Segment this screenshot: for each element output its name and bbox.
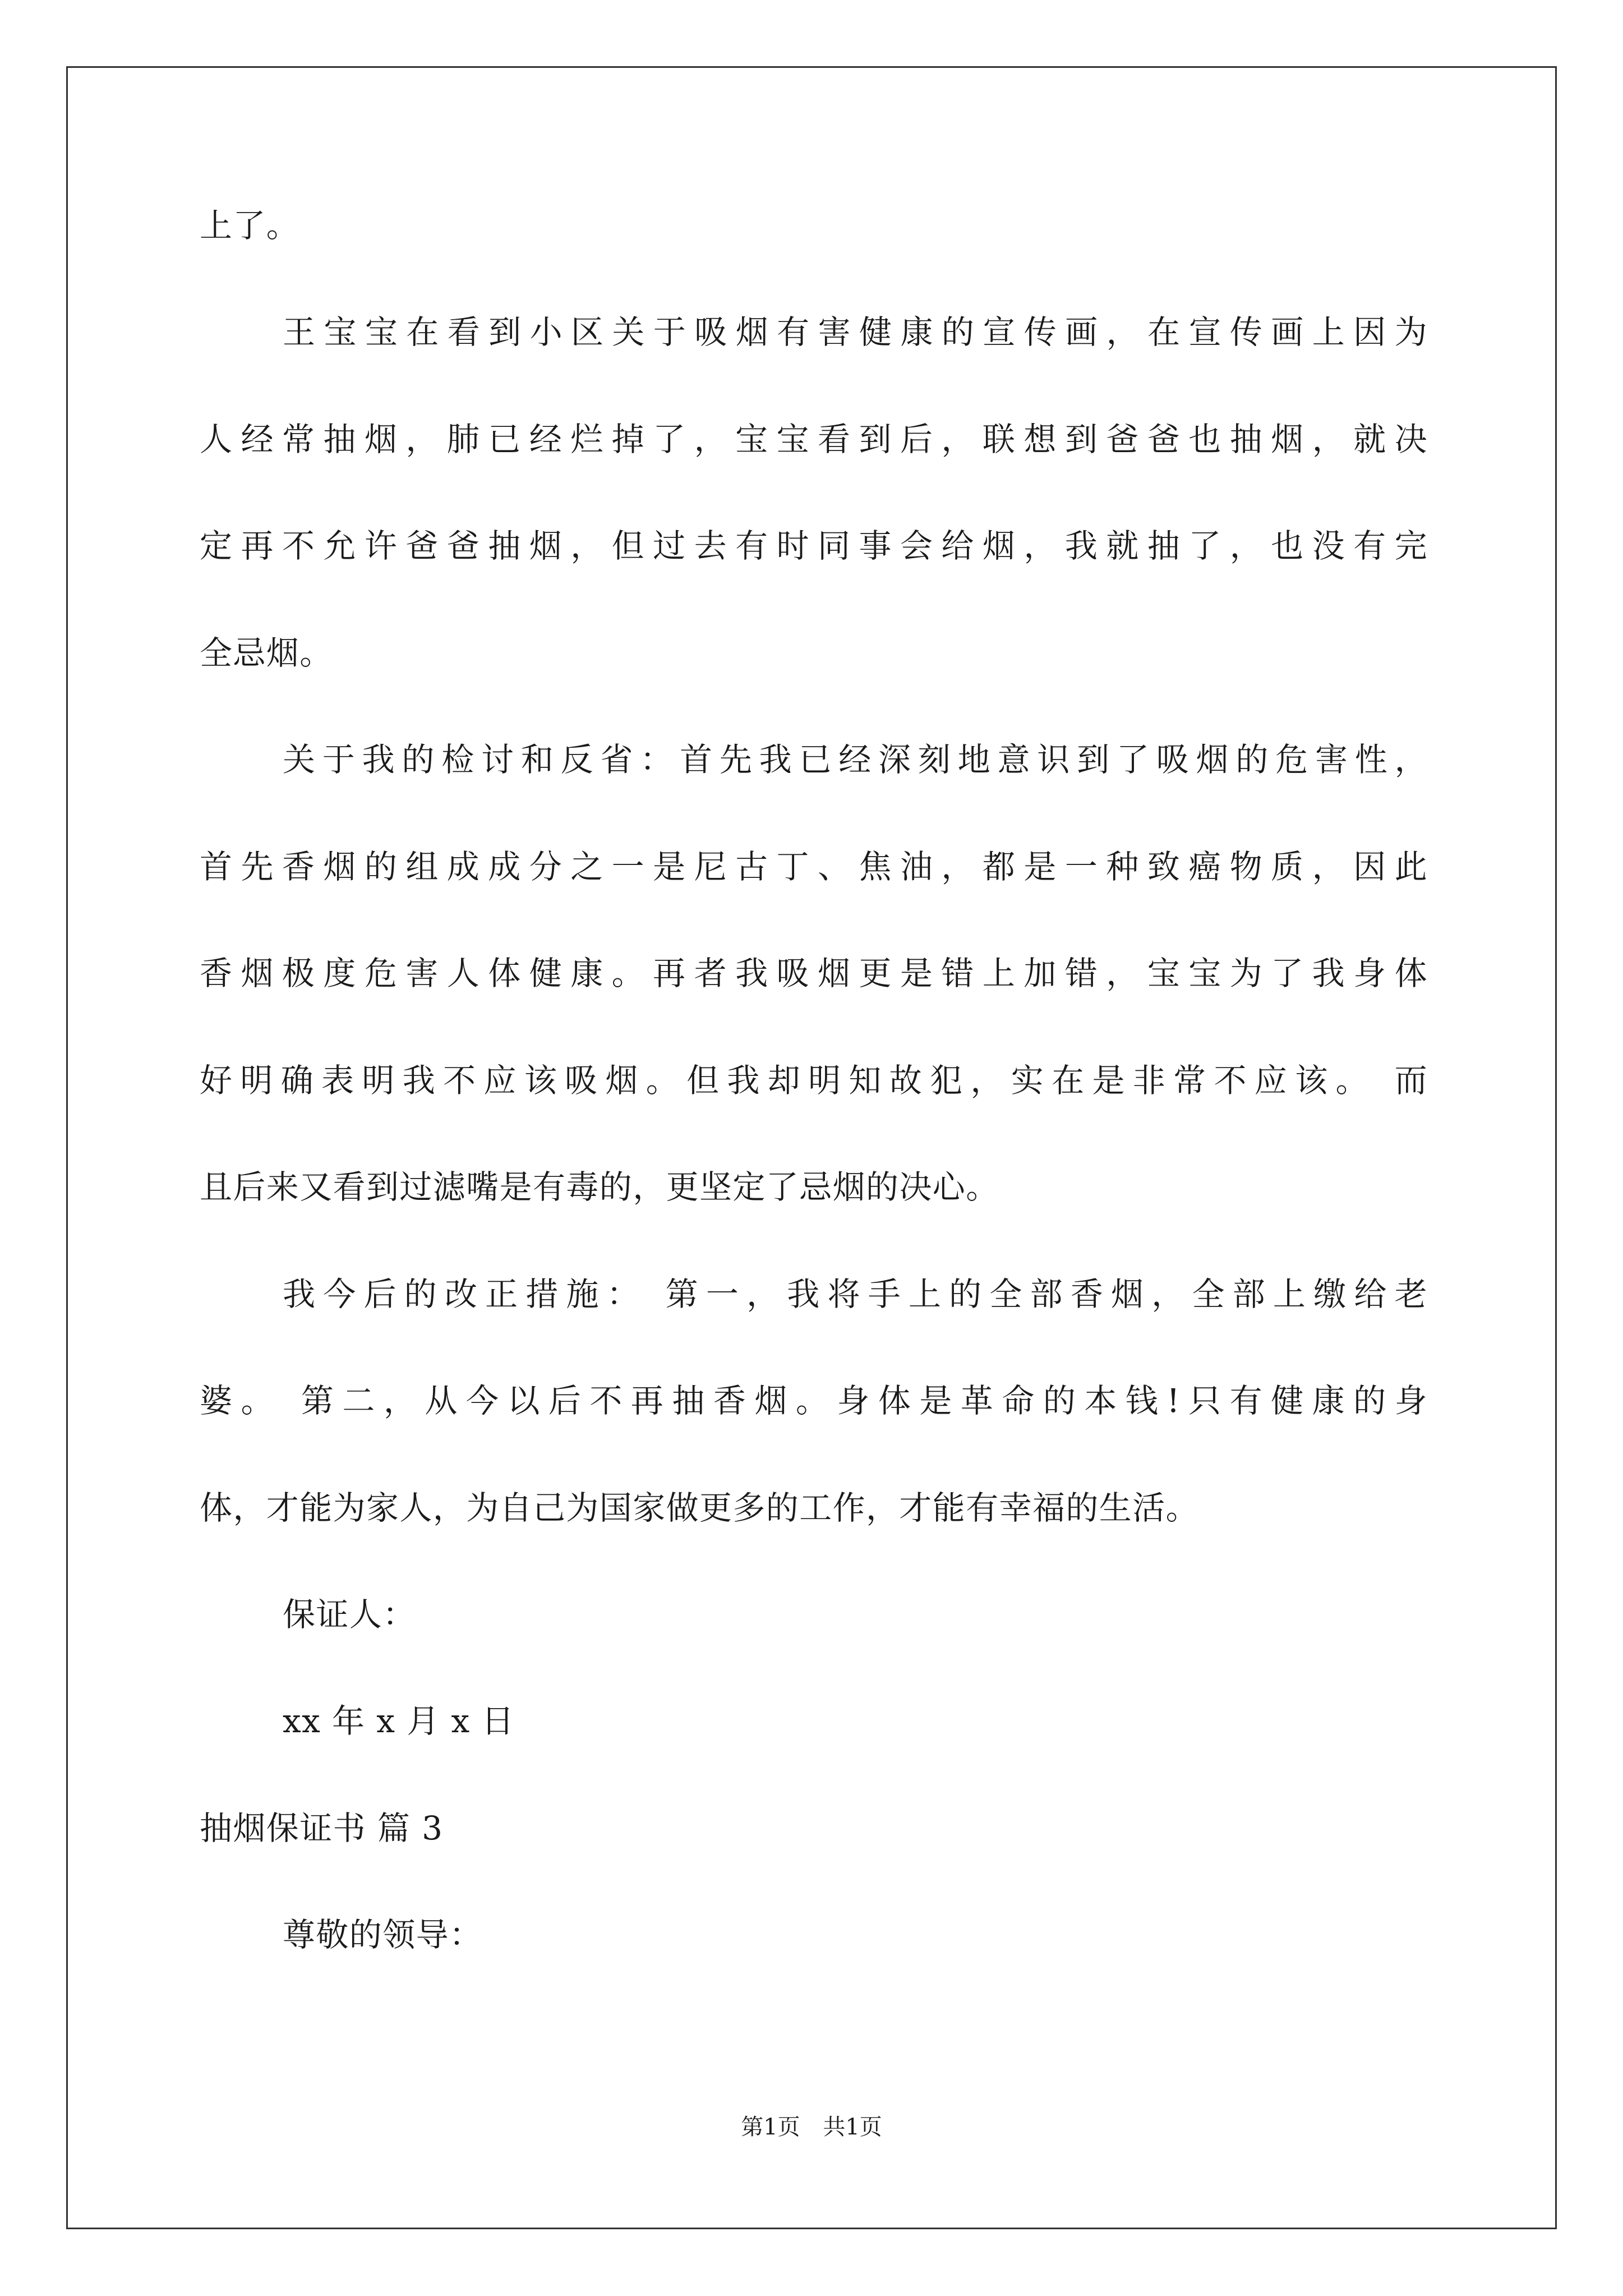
paragraph-line: 全忌烟。 [200, 634, 333, 672]
paragraph-line: 关于我的检讨和反省：首先我已经深刻地意识到了吸烟的危害性， [283, 740, 1428, 779]
page-footer [0, 2111, 1623, 2143]
salutation: 尊敬的领导： [283, 1916, 483, 1954]
text-line: 上了。 [200, 206, 300, 245]
paragraph-line: 且后来又看到过滤嘴是有毒的，更坚定了忌烟的决心。 [200, 1168, 999, 1206]
paragraph-line: 体，才能为家人，为自己为国家做更多的工作，才能有幸福的生活。 [200, 1489, 1200, 1527]
paragraph-line: 人经常抽烟，肺已经烂掉了，宝宝看到后，联想到爸爸也抽烟，就决 [200, 420, 1428, 458]
signature-label: 保证人： [283, 1595, 416, 1634]
paragraph-line: 王宝宝在看到小区关于吸烟有害健康的宣传画，在宣传画上因为 [283, 313, 1428, 351]
section-heading: 抽烟保证书 篇 3 [200, 1809, 444, 1847]
page-border [66, 66, 1557, 2229]
paragraph-line: 定再不允许爸爸抽烟，但过去有时同事会给烟，我就抽了，也没有完 [200, 527, 1428, 565]
paragraph-line: 我今后的改正措施： 第一，我将手上的全部香烟，全部上缴给老 [283, 1275, 1428, 1313]
page-number: 第1页 [741, 2114, 800, 2140]
date-line: xx 年 x 月 x 日 [283, 1702, 515, 1740]
paragraph-line: 首先香烟的组成成分之一是尼古丁、焦油，都是一种致癌物质，因此 [200, 848, 1428, 886]
paragraph-line: 香烟极度危害人体健康。再者我吸烟更是错上加错，宝宝为了我身体 [200, 954, 1428, 992]
paragraph-line: 婆。 第二，从今以后不再抽香烟。身体是革命的本钱!只有健康的身 [200, 1382, 1428, 1420]
paragraph-line: 好明确表明我不应该吸烟。但我却明知故犯，实在是非常不应该。 而 [200, 1061, 1428, 1099]
page-total: 共1页 [823, 2114, 882, 2140]
